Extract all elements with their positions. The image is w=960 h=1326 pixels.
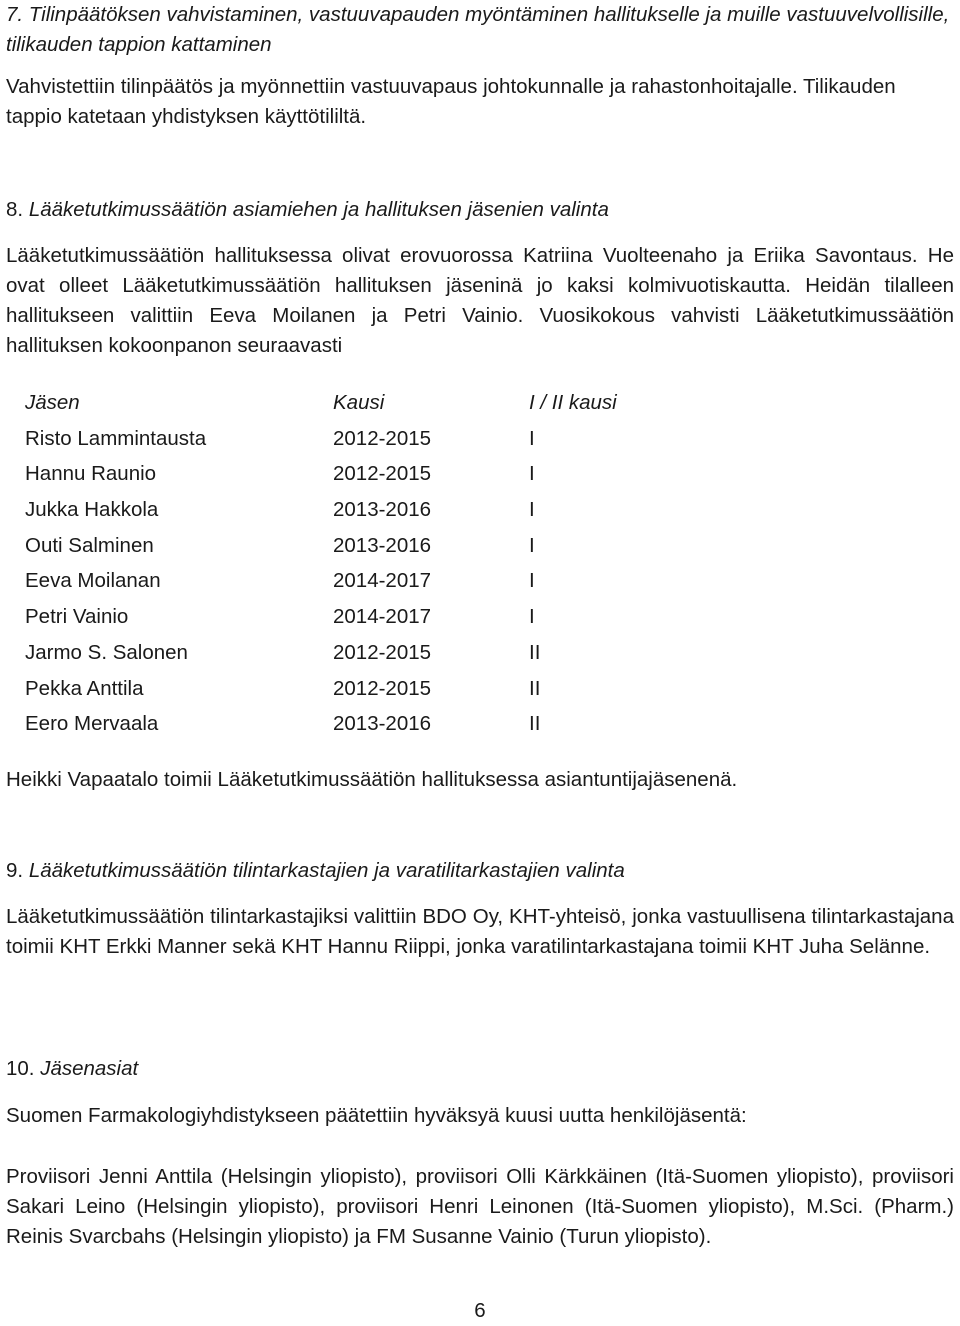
section-9-title: Lääketutkimussäätiön tilintarkastajien ja varatilitarkastajien valinta xyxy=(28,859,625,882)
table-header-row xyxy=(25,385,925,421)
member-term-number: I xyxy=(529,426,535,450)
member-term: 2013-2016 xyxy=(333,712,432,736)
member-name: Eero Mervaala xyxy=(25,712,159,736)
section-9-body: Lääketutkimussäätiön tilintarkastajiksi valittiin BDO Oy, KHT-yhteisö, jonka vastuullisena tilintarkastajana toimii KHT Erkki Manner sekä KHT Hannu Riippi, jonka varatilintarkastajana toimii KHT Juha Selänne. xyxy=(6,905,954,958)
table-row xyxy=(25,706,925,742)
page-number: 6 xyxy=(474,1299,486,1322)
member-term: 2012-2015 xyxy=(333,462,432,486)
section-9-number: 9. xyxy=(6,859,24,882)
table-row xyxy=(25,456,925,492)
member-name: Hannu Raunio xyxy=(25,462,157,486)
member-term-number: II xyxy=(529,712,541,736)
section-9-heading xyxy=(6,856,954,886)
section-10-intro: Suomen Farmakologiyhdistykseen päätettiin hyväksyä kuusi uutta henkilöjäsentä: xyxy=(6,1104,747,1127)
member-term-number: I xyxy=(529,498,535,522)
section-10-title: Jäsenasiat xyxy=(40,1057,139,1080)
member-name: Jarmo S. Salonen xyxy=(25,640,188,664)
member-term-number: I xyxy=(529,462,535,486)
column-header-member: Jäsen xyxy=(25,391,80,414)
column-header-term-number: I / II kausi xyxy=(529,391,617,414)
member-name: Jukka Hakkola xyxy=(25,498,159,522)
member-term: 2012-2015 xyxy=(333,640,432,664)
section-8-body: Lääketutkimussäätiön hallituksessa olivat erovuorossa Katriina Vuolteenaho ja Eriika Savontaus. He ovat olleet Lääketutkimussäätiön hallituksen jäseninä jo kaksi kolmivuotiskautta. Heidän tilalleen hallitukseen valittiin Eeva Moilanen ja Petri Vainio. Vuosikokous vahvisti Lääketutkimussäätiön hallituksen kokoonpanon seuraavasti xyxy=(6,244,954,357)
section-8-heading xyxy=(6,195,954,225)
member-term-number: I xyxy=(529,569,535,593)
section-8-number: 8. xyxy=(6,198,24,221)
member-term: 2012-2015 xyxy=(333,426,432,450)
member-term: 2014-2017 xyxy=(333,605,432,629)
member-term: 2013-2016 xyxy=(333,498,432,522)
member-term-number: II xyxy=(529,676,541,700)
table-row xyxy=(25,599,925,635)
member-name: Pekka Anttila xyxy=(25,676,144,700)
table-row xyxy=(25,421,925,457)
section-7-body: Vahvistettiin tilinpäätös ja myönnettiin vastuuvapaus johtokunnalle ja rahastonhoitajalle. Tilikauden tappio katetaan yhdistyksen käyttötililtä. xyxy=(6,75,896,128)
section-8-title: Lääketutkimussäätiön asiamiehen ja hallituksen jäsenien valinta xyxy=(28,198,609,221)
table-row xyxy=(25,492,925,528)
column-header-term: Kausi xyxy=(333,391,385,414)
table-row xyxy=(25,563,925,599)
member-term: 2012-2015 xyxy=(333,676,432,700)
table-row xyxy=(25,528,925,564)
table-row xyxy=(25,635,925,671)
board-members-table xyxy=(25,385,925,742)
section-7-heading: 7. Tilinpäätöksen vahvistaminen, vastuuvapauden myöntäminen hallitukselle ja muille vastuuvelvollisille, tilikauden tappion kattaminen xyxy=(6,3,950,56)
member-name: Risto Lammintausta xyxy=(25,426,207,450)
section-10-number: 10. xyxy=(6,1057,35,1080)
section-10-heading xyxy=(6,1054,954,1084)
member-term-number: I xyxy=(529,533,535,557)
member-term: 2014-2017 xyxy=(333,569,432,593)
member-term: 2013-2016 xyxy=(333,533,432,557)
member-name: Petri Vainio xyxy=(25,605,129,629)
advisory-member-note: Heikki Vapaatalo toimii Lääketutkimussäätiön hallituksessa asiantuntijajäsenenä. xyxy=(6,768,738,791)
table-row xyxy=(25,671,925,707)
member-term-number: I xyxy=(529,605,535,629)
member-term-number: II xyxy=(529,640,541,664)
member-name: Outi Salminen xyxy=(25,533,154,557)
member-name: Eeva Moilanan xyxy=(25,569,161,593)
section-10-new-members: Proviisori Jenni Anttila (Helsingin yliopisto), proviisori Olli Kärkkäinen (Itä-Suomen yliopisto), proviisori Sakari Leino (Helsingin yliopisto), proviisori Henri Leinonen (Itä-Suomen yliopisto), M.Sci. (Pharm.) Reinis Svarcbahs (Helsingin yliopisto) ja FM Susanne Vainio (Turun yliopisto). xyxy=(6,1165,954,1248)
